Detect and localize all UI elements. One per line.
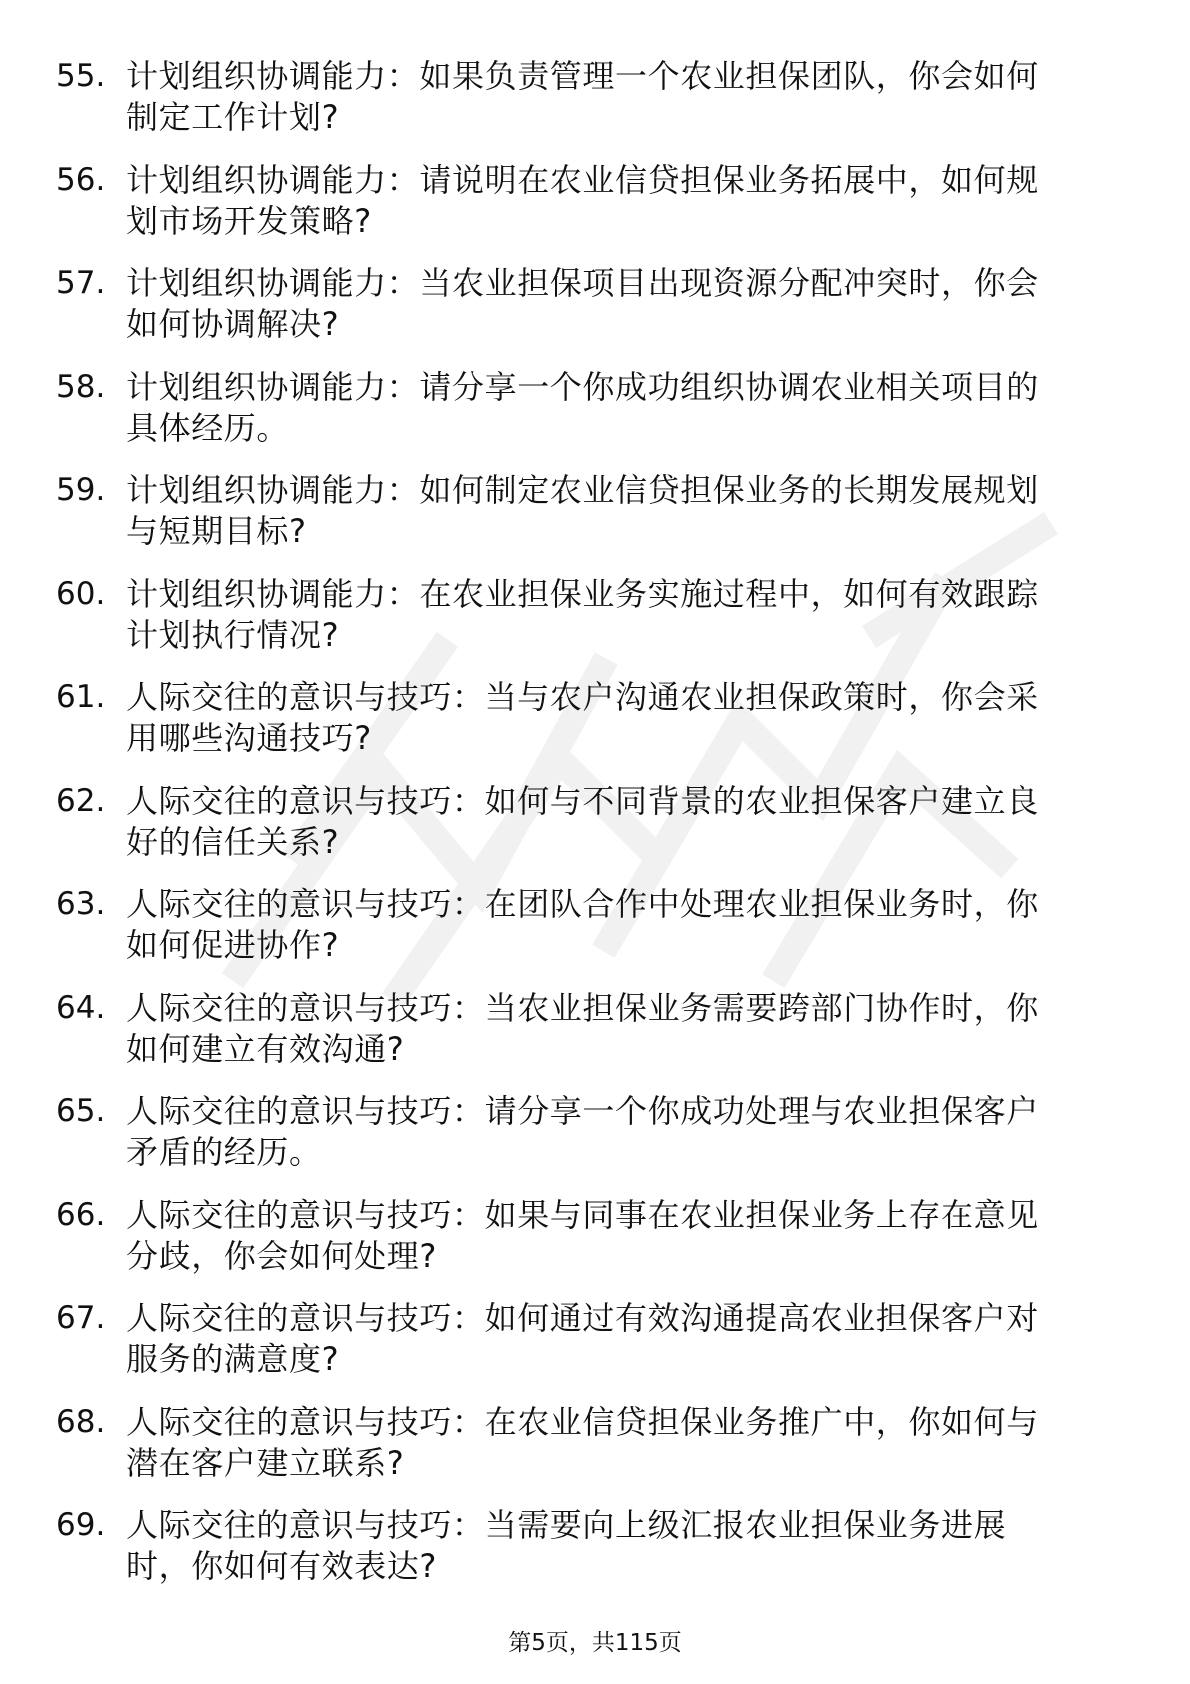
question-number: 57. — [56, 265, 106, 301]
list-item — [0, 470, 1190, 574]
question-text: 计划组织协调能力：在农业担保业务实施过程中，如何有效跟踪 计划执行情况? — [126, 574, 1039, 654]
list-item — [0, 988, 1190, 1092]
question-text: 人际交往的意识与技巧：请分享一个你成功处理与农业担保客户 矛盾的经历。 — [126, 1092, 1039, 1171]
question-number: 55. — [56, 58, 106, 94]
question-text: 人际交往的意识与技巧：在农业信贷担保业务推广中，你如何与 潜在客户建立联系? — [126, 1402, 1039, 1482]
question-text: 人际交往的意识与技巧：当农业担保业务需要跨部门协作时，你 如何建立有效沟通? — [126, 988, 1039, 1068]
list-item — [0, 1402, 1190, 1506]
list-item — [0, 1091, 1190, 1195]
list-item — [0, 263, 1190, 367]
question-text: 计划组织协调能力：请说明在农业信贷担保业务拓展中，如何规 划市场开发策略? — [126, 160, 1039, 240]
list-item — [0, 160, 1190, 264]
question-text: 计划组织协调能力：如何制定农业信贷担保业务的长期发展规划 与短期目标? — [126, 471, 1039, 550]
question-number: 59. — [56, 472, 106, 508]
question-number: 68. — [56, 1403, 106, 1440]
list-item — [0, 1505, 1190, 1609]
question-number: 62. — [56, 782, 106, 819]
question-text: 人际交往的意识与技巧：如何通过有效沟通提高农业担保客户对 服务的满意度? — [126, 1299, 1039, 1378]
question-number: 58. — [56, 368, 106, 405]
list-item — [0, 1298, 1190, 1402]
question-number: 67. — [56, 1300, 106, 1336]
list-item — [0, 56, 1190, 160]
page-footer — [0, 1628, 1190, 1658]
question-number: 66. — [56, 1196, 106, 1233]
page-number-label: 第5页，共115页 — [508, 1630, 682, 1656]
question-number: 65. — [56, 1093, 106, 1129]
question-text: 计划组织协调能力：当农业担保项目出现资源分配冲突时，你会 如何协调解决? — [126, 264, 1039, 343]
question-text: 计划组织协调能力：如果负责管理一个农业担保团队，你会如何 制定工作计划? — [126, 57, 1039, 136]
question-text: 人际交往的意识与技巧：当需要向上级汇报农业担保业务进展 时，你如何有效表达? — [126, 1506, 1007, 1585]
question-number: 60. — [56, 575, 106, 612]
question-text: 计划组织协调能力：请分享一个你成功组织协调农业相关项目的 具体经历。 — [126, 367, 1039, 447]
list-item — [0, 367, 1190, 471]
question-number: 61. — [56, 679, 106, 715]
list-item — [0, 1195, 1190, 1299]
question-text: 人际交往的意识与技巧：当与农户沟通农业担保政策时，你会采 用哪些沟通技巧? — [126, 678, 1039, 757]
list-item — [0, 574, 1190, 678]
question-list — [0, 56, 1190, 1609]
question-number: 56. — [56, 161, 106, 198]
question-text: 人际交往的意识与技巧：如果与同事在农业担保业务上存在意见 分歧，你会如何处理? — [126, 1195, 1039, 1275]
question-number: 63. — [56, 886, 106, 922]
list-item — [0, 884, 1190, 988]
list-item — [0, 781, 1190, 885]
list-item — [0, 677, 1190, 781]
question-text: 人际交往的意识与技巧：在团队合作中处理农业担保业务时，你 如何促进协作? — [126, 885, 1039, 964]
question-number: 69. — [56, 1507, 106, 1543]
question-text: 人际交往的意识与技巧：如何与不同背景的农业担保客户建立良 好的信任关系? — [126, 781, 1039, 861]
question-number: 64. — [56, 989, 106, 1026]
